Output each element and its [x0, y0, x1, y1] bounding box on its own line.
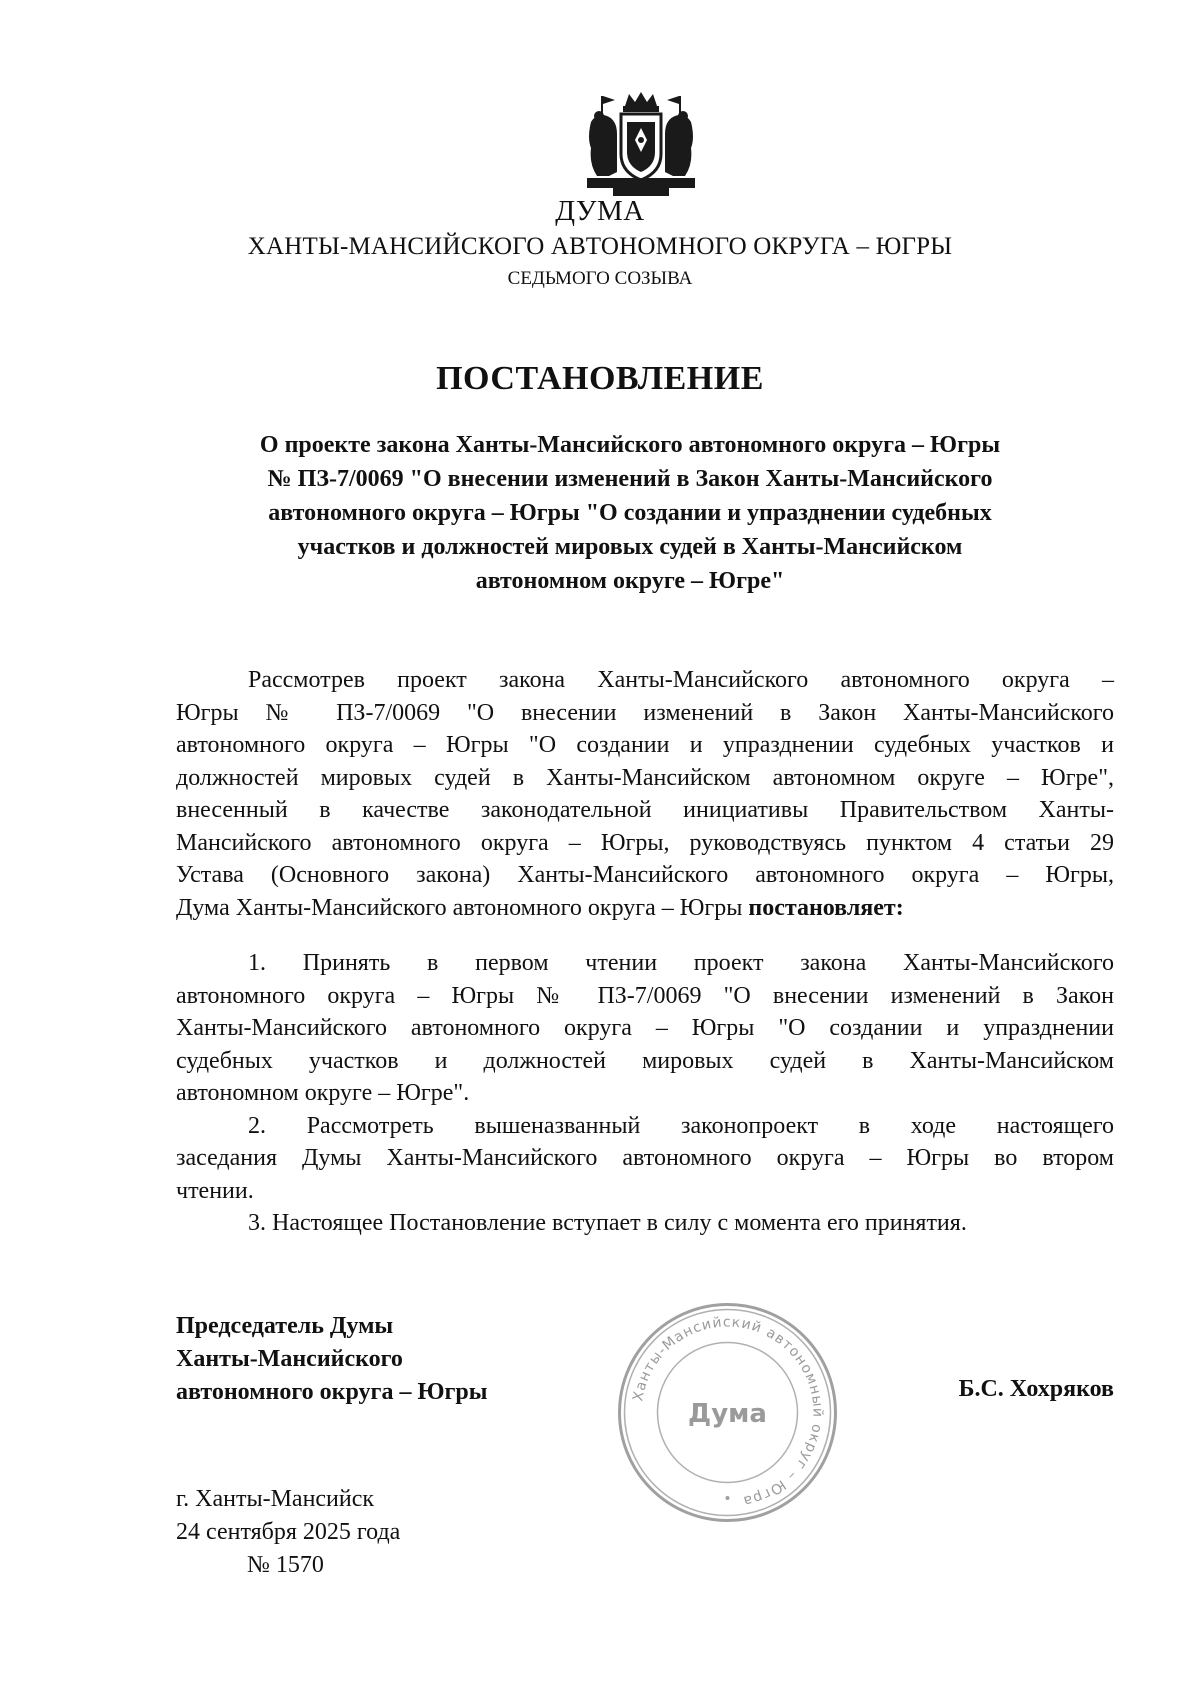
resolution-line: автономном округе – Югре".	[176, 1080, 470, 1106]
resolves-word: постановляет:	[748, 894, 904, 921]
resolution-line: автономного округа – Югры № ПЗ-7/0069 "О внесении изменений в Закон	[176, 982, 1114, 1009]
signatory-title-line: автономного округа – Югры	[176, 1379, 488, 1405]
signatory-title	[176, 1310, 487, 1409]
seal-ring-text: Ханты-Мансийский автономный округ – Югра	[630, 1314, 826, 1510]
subject-line: участков и должностей мировых судей в Ханты-Мансийском	[297, 534, 963, 560]
resolution-points	[176, 947, 1114, 1240]
preamble-line: Дума Ханты-Мансийского автономного округа – Югры	[176, 894, 743, 921]
document-subject	[170, 428, 1090, 598]
signatory-title-line: Председатель Думы	[176, 1313, 394, 1339]
subject-line: автономном округе – Югре"	[475, 568, 785, 594]
document-details	[176, 1483, 400, 1582]
convocation: СЕДЬМОГО СОЗЫВА	[507, 268, 693, 289]
resolution-line: судебных участков и должностей мировых судей в Ханты-Мансийском	[176, 1047, 1114, 1074]
subject-line: О проекте закона Ханты-Мансийского автономного округа – Югры	[259, 432, 1001, 458]
preamble-line: Устава (Основного закона) Ханты-Мансийского автономного округа – Югры,	[176, 862, 1114, 888]
signatory-name: Б.С. Хохряков	[958, 1376, 1114, 1402]
org-name: ДУМА	[555, 195, 645, 227]
resolution-line: Ханты-Мансийского автономного округа – Югры "О создании и упразднении	[176, 1015, 1114, 1041]
subject-line: автономного округа – Югры "О создании и упразднении судебных	[268, 500, 992, 526]
official-seal	[615, 1300, 840, 1525]
document-type: ПОСТАНОВЛЕНИЕ	[436, 360, 764, 397]
preamble-paragraph	[176, 664, 1114, 924]
preamble-line: автономного округа – Югры "О создании и упразднении судебных участков и	[176, 732, 1114, 758]
resolution-line: чтении.	[176, 1177, 254, 1204]
preamble-line-final	[176, 892, 1114, 925]
preamble-line: внесенный в качестве законодательной инициативы Правительством Ханты-	[176, 797, 1114, 823]
preamble-line: Рассмотрев проект закона Ханты-Мансийского автономного округа –	[248, 667, 1114, 693]
resolution-line: заседания Думы Ханты-Мансийского автономного округа – Югры во втором	[176, 1145, 1114, 1171]
preamble-line: должностей мировых судей в Ханты-Мансийском автономном округе – Югре",	[176, 764, 1114, 791]
date: 24 сентября 2025 года	[176, 1519, 401, 1545]
subject-line: № ПЗ-7/0069 "О внесении изменений в Закон Ханты-Мансийского	[267, 466, 993, 492]
signatory-title-line: Ханты-Мансийского	[176, 1346, 403, 1372]
resolution-line: 2. Рассмотреть вышеназванный законопроект в ходе настоящего	[248, 1112, 1114, 1139]
coat-of-arms-icon	[583, 92, 699, 202]
document-number: № 1570	[247, 1552, 324, 1578]
resolution-line: 3. Настоящее Постановление вступает в силу с момента его принятия.	[248, 1210, 967, 1236]
resolution-line: 1. Принять в первом чтении проект закона Ханты-Мансийского	[248, 950, 1114, 976]
seal-center-text: Дума	[688, 1399, 767, 1429]
region-name: ХАНТЫ-МАНСИЙСКОГО АВТОНОМНОГО ОКРУГА – ЮГРЫ	[247, 233, 953, 260]
place: г. Ханты-Мансийск	[176, 1486, 375, 1512]
preamble-line: Мансийского автономного округа – Югры, руководствуясь пунктом 4 статьи 29	[176, 829, 1114, 856]
preamble-line: Югры № ПЗ-7/0069 "О внесении изменений в Закон Ханты-Мансийского	[176, 699, 1114, 726]
